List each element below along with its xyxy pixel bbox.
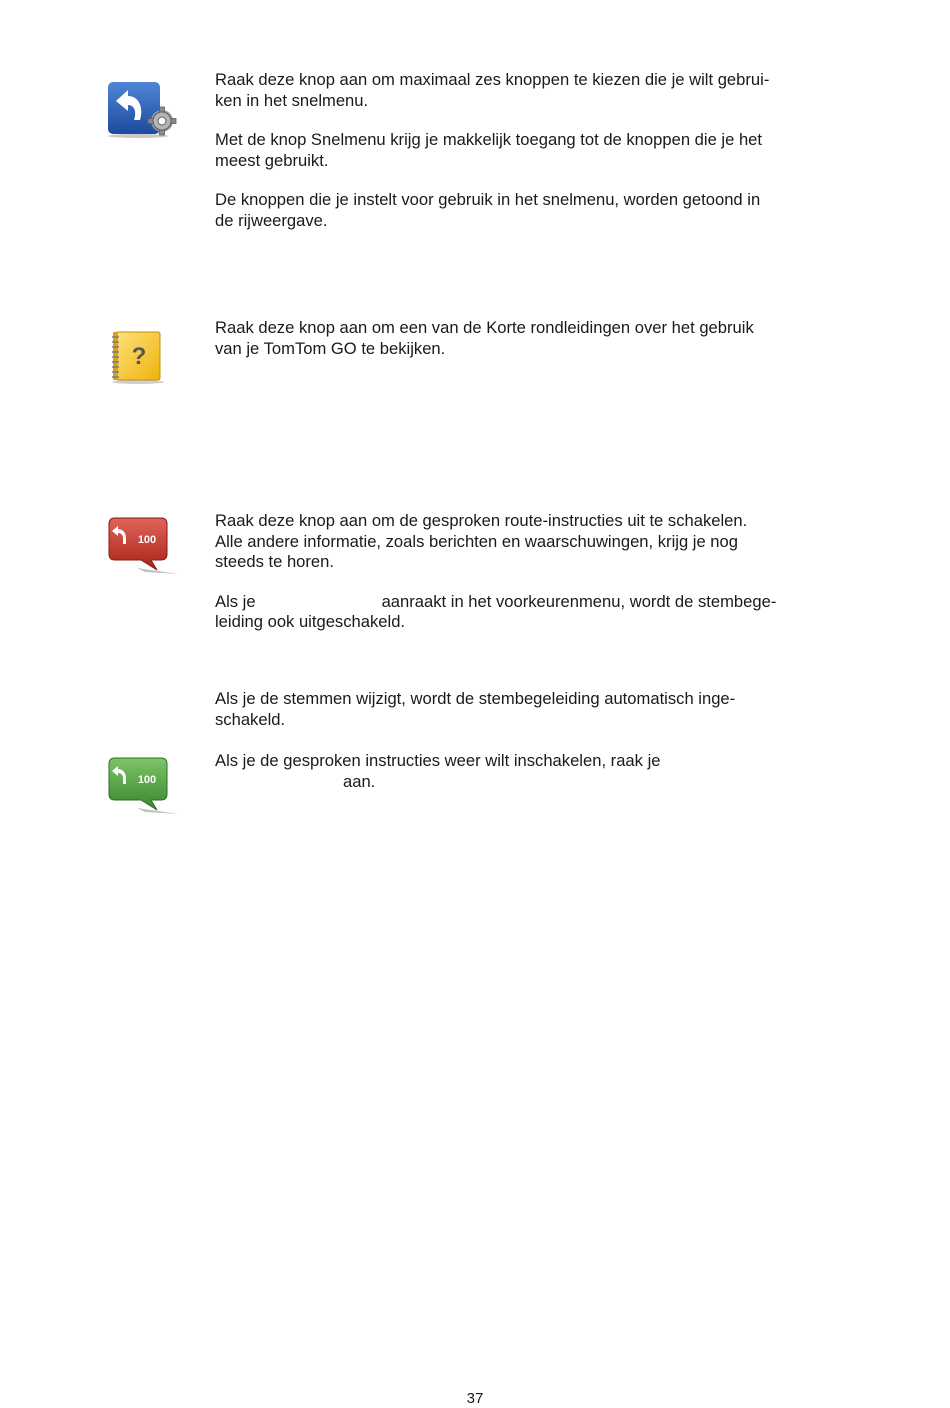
- quick-menu-description: [215, 70, 860, 231]
- paragraph: [215, 689, 860, 730]
- text-line: leiding ook uitgeschakeld.: [215, 612, 406, 631]
- text-line: van je TomTom GO te bekijken.: [215, 338, 446, 358]
- paragraph: [215, 751, 860, 792]
- voice-on-green-icon: [107, 756, 179, 818]
- text-line: De knoppen die je instelt voor gebruik in het snelmenu, worden getoond in: [215, 190, 761, 209]
- text-line: Met de knop Snelmenu krijg je makkelijk toegang tot de knoppen die je het: [215, 130, 763, 149]
- paragraph: [215, 318, 860, 359]
- voice-off-red-icon: [107, 516, 179, 578]
- text-line: ken in het snelmenu.: [215, 90, 369, 110]
- text-line: Raak deze knop aan om de gesproken route-instructies uit te schakelen.: [215, 511, 748, 530]
- voice-on-description: [215, 689, 860, 792]
- text-line: Alle andere informatie, zoals berichten en waarschuwingen, krijg je nog: [215, 531, 738, 551]
- text-line: Raak deze knop aan om een van de Korte rondleidingen over het gebruik: [215, 318, 754, 337]
- text-line: aan.: [343, 771, 376, 791]
- guided-tours-description: [215, 318, 860, 359]
- text-line: Als je: [215, 591, 256, 611]
- help-mark: ?: [131, 343, 147, 370]
- text-line: steeds te horen.: [215, 552, 335, 571]
- text-line: de rijweergave.: [215, 210, 328, 230]
- text-line: Als je de stemmen wijzigt, wordt de stembegeleiding automatisch inge-: [215, 689, 736, 708]
- voice-on-distance: 100: [137, 774, 157, 786]
- paragraph: [215, 130, 860, 171]
- text-line: schakeld.: [215, 709, 286, 729]
- paragraph: [215, 190, 860, 231]
- paragraph: [215, 70, 860, 111]
- text-line: meest gebruikt.: [215, 150, 329, 170]
- voice-off-description: [215, 511, 860, 633]
- paragraph: [215, 592, 860, 633]
- text-line: Als je de gesproken instructies weer wilt inschakelen, raak je: [215, 751, 661, 770]
- text-line: Raak deze knop aan om maximaal zes knoppen te kiezen die je wilt gebrui-: [215, 70, 770, 89]
- help-notebook-icon: [108, 328, 168, 386]
- page-number: 37: [466, 1390, 484, 1407]
- text-line: aanraakt in het voorkeurenmenu, wordt de stembege-: [381, 591, 777, 611]
- voice-off-distance: 100: [137, 534, 157, 546]
- paragraph: [215, 511, 860, 573]
- quick-menu-settings-icon: [104, 80, 179, 140]
